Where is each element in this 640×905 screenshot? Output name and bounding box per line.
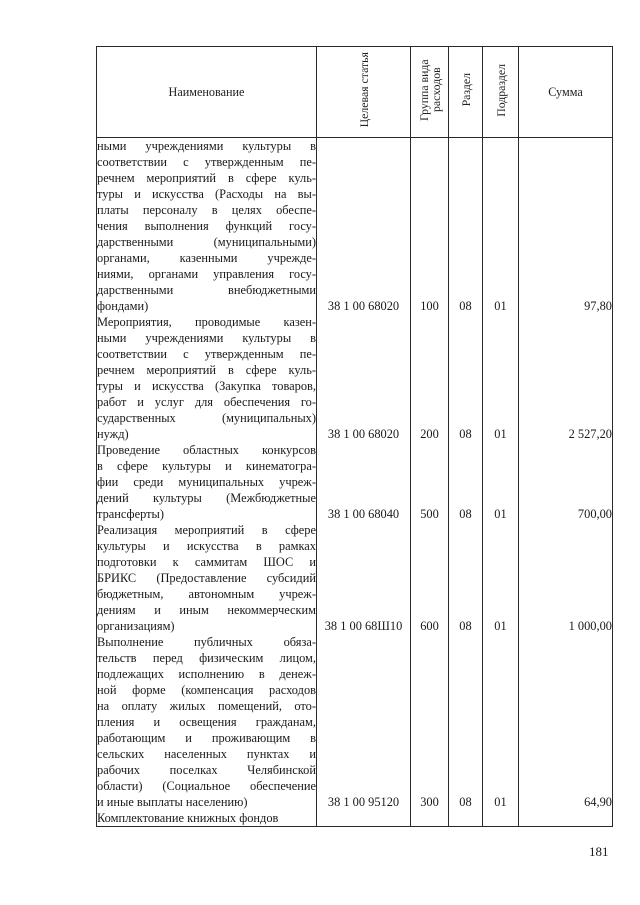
row-section bbox=[449, 810, 483, 827]
row-name-line: Мероприятия, проводимые казен- bbox=[97, 315, 316, 329]
row-name-line: платы персоналу в целях обеспе- bbox=[97, 203, 316, 217]
row-name-line: сударственных (муниципальных) bbox=[97, 411, 316, 425]
row-sum: 700,00 bbox=[519, 442, 613, 522]
row-name-line: на оплату жилых помещений, ото- bbox=[97, 699, 316, 713]
row-name-line: туры и искусства (Закупка товаров, bbox=[97, 379, 316, 393]
row-target: 38 1 00 68020 bbox=[317, 138, 411, 315]
row-target: 38 1 00 68Ш10 bbox=[317, 522, 411, 634]
row-name-line: тельств перед физическим лицом, bbox=[97, 651, 316, 665]
row-section: 08 bbox=[449, 634, 483, 810]
row-sum bbox=[519, 810, 613, 827]
row-section: 08 bbox=[449, 314, 483, 442]
header-section bbox=[449, 47, 483, 138]
row-name bbox=[97, 522, 317, 634]
row-name-line: подлежащих исполнению в денеж- bbox=[97, 667, 316, 681]
row-name-line: дарственными внебюджетными bbox=[97, 283, 316, 297]
row-name-line: ной форме (компенсация расходов bbox=[97, 683, 316, 697]
row-name-line: ными учреждениями культуры в bbox=[97, 331, 316, 345]
header-group-text: Группа вида расходов bbox=[416, 59, 443, 121]
row-group: 500 bbox=[411, 442, 449, 522]
row-group bbox=[411, 810, 449, 827]
row-name-line: сельских населенных пунктах и bbox=[97, 747, 316, 761]
row-name-line: Комплектование книжных фондов bbox=[97, 811, 279, 825]
row-name-line: работ и услуг для обеспечения го- bbox=[97, 395, 316, 409]
header-sum: Сумма bbox=[519, 47, 613, 138]
row-name-line: дений культуры (Межбюджетные bbox=[97, 491, 316, 505]
row-name-line: дениям и иным некоммерческим bbox=[97, 603, 316, 617]
page-number: 181 bbox=[589, 844, 609, 859]
row-name-line: Реализация мероприятий в сфере bbox=[97, 523, 316, 537]
row-sum: 2 527,20 bbox=[519, 314, 613, 442]
row-name-line: подготовки к саммитам ШОС и bbox=[97, 555, 316, 569]
row-section: 08 bbox=[449, 522, 483, 634]
row-name-line: рабочих поселках Челябинской bbox=[97, 763, 316, 777]
table-row bbox=[97, 442, 613, 522]
row-name-line: и иные выплаты населению) bbox=[97, 795, 248, 809]
row-name-line: дарственными (муниципальными) bbox=[97, 235, 316, 249]
row-name bbox=[97, 314, 317, 442]
row-group: 600 bbox=[411, 522, 449, 634]
row-sum: 97,80 bbox=[519, 138, 613, 315]
row-subsection: 01 bbox=[483, 314, 519, 442]
row-name-line: БРИКС (Предоставление субсидий bbox=[97, 571, 316, 585]
row-name-line: области) (Социальное обеспечение bbox=[97, 779, 316, 793]
header-subsection-text: Подраздел bbox=[493, 63, 508, 117]
table-row bbox=[97, 138, 613, 315]
header-section-text: Раздел bbox=[458, 73, 473, 107]
row-name-line: работающим и проживающим в bbox=[97, 731, 316, 745]
row-name-line: ниями, органами управления госу- bbox=[97, 267, 316, 281]
table-body bbox=[97, 138, 613, 827]
row-subsection bbox=[483, 810, 519, 827]
row-name-line: нужд) bbox=[97, 427, 129, 441]
row-target: 38 1 00 68040 bbox=[317, 442, 411, 522]
row-name-line: организациям) bbox=[97, 619, 175, 633]
row-subsection: 01 bbox=[483, 522, 519, 634]
row-name-line: в сфере культуры и кинематогра- bbox=[97, 459, 316, 473]
row-name bbox=[97, 634, 317, 810]
header-target bbox=[317, 47, 411, 138]
table-header bbox=[97, 47, 613, 138]
header-group bbox=[411, 47, 449, 138]
row-group: 100 bbox=[411, 138, 449, 315]
row-name-line: ными учреждениями культуры в bbox=[97, 139, 316, 153]
row-name-line: Выполнение публичных обяза- bbox=[97, 635, 316, 649]
row-name-line: соответствии с утвержденным пе- bbox=[97, 155, 316, 169]
row-name-line: фондами) bbox=[97, 299, 149, 313]
budget-table bbox=[96, 46, 613, 827]
row-subsection: 01 bbox=[483, 634, 519, 810]
row-name-line: соответствии с утвержденным пе- bbox=[97, 347, 316, 361]
header-name: Наименование bbox=[97, 47, 317, 138]
row-target bbox=[317, 810, 411, 827]
row-sum: 1 000,00 bbox=[519, 522, 613, 634]
row-name-line: речнем мероприятий в сфере куль- bbox=[97, 171, 316, 185]
row-subsection: 01 bbox=[483, 442, 519, 522]
row-group: 200 bbox=[411, 314, 449, 442]
row-name-line: бюджетным, автономным учреж- bbox=[97, 587, 316, 601]
row-name-line: чения выполнения функций госу- bbox=[97, 219, 316, 233]
row-name bbox=[97, 442, 317, 522]
row-section: 08 bbox=[449, 442, 483, 522]
row-group: 300 bbox=[411, 634, 449, 810]
row-name-line: речнем мероприятий в сфере куль- bbox=[97, 363, 316, 377]
row-name-line: фии среди муниципальных учреж- bbox=[97, 475, 316, 489]
row-name bbox=[97, 810, 317, 827]
row-sum: 64,90 bbox=[519, 634, 613, 810]
row-section: 08 bbox=[449, 138, 483, 315]
row-subsection: 01 bbox=[483, 138, 519, 315]
header-target-text: Целевая статья bbox=[356, 52, 371, 128]
row-name-line: пления и освещения гражданам, bbox=[97, 715, 316, 729]
row-name-line: туры и искусства (Расходы на вы- bbox=[97, 187, 316, 201]
row-target: 38 1 00 95120 bbox=[317, 634, 411, 810]
table-row bbox=[97, 522, 613, 634]
row-name-line: трансферты) bbox=[97, 507, 164, 521]
table-row bbox=[97, 314, 613, 442]
header-subsection bbox=[483, 47, 519, 138]
row-target: 38 1 00 68020 bbox=[317, 314, 411, 442]
row-name-line: культуры и искусства в рамках bbox=[97, 539, 316, 553]
row-name-line: органами, казенными учрежде- bbox=[97, 251, 316, 265]
row-name bbox=[97, 138, 317, 315]
table-row bbox=[97, 810, 613, 827]
row-name-line: Проведение областных конкурсов bbox=[97, 443, 316, 457]
table-row bbox=[97, 634, 613, 810]
